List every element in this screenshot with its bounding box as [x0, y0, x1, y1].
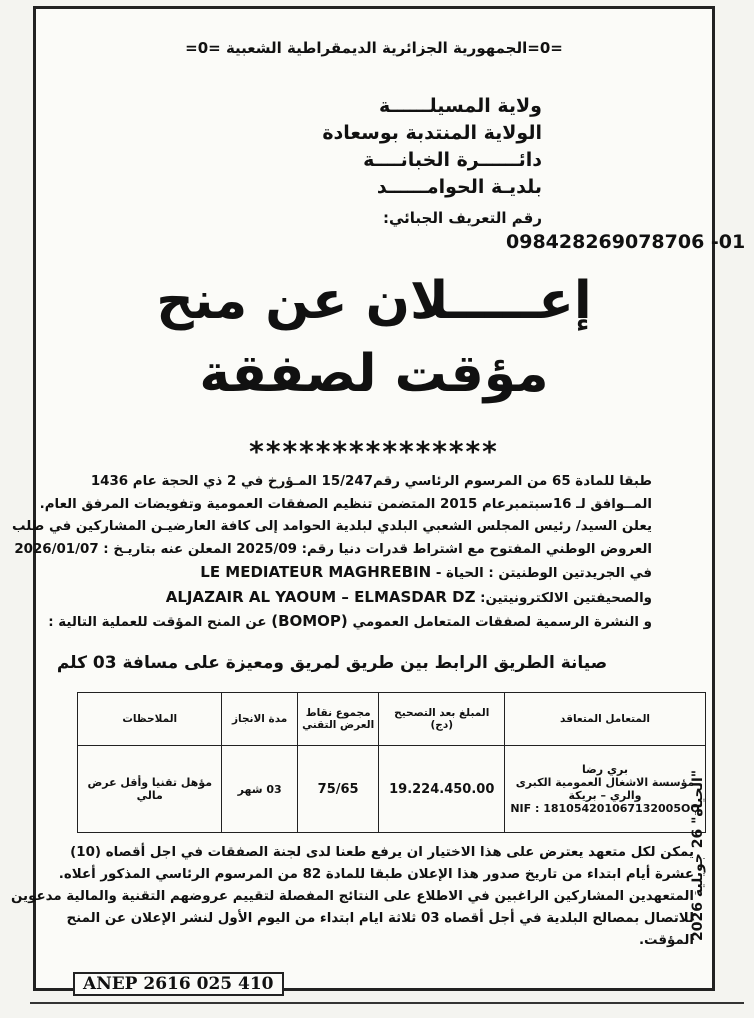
- footer-line: المؤقت.: [638, 933, 694, 948]
- header-score: مجموع نقاط العرض التقني: [297, 693, 379, 746]
- cell-score: 75/65: [297, 746, 379, 833]
- body-paragraph: يعلن السيد/ رئيس المجلس الشعبي البلدي لبلدية الحوامد إلى كافة العارضيـن المشاركين في طلب: [12, 519, 652, 534]
- bomop-label: و النشرة الرسمية لصفقات المتعامل العمومي: [352, 615, 652, 630]
- footer-line: للاتصال بمصالح البلدية في أجل أقصاه 03 ثلاثة ايام ابتداء من اليوم الأول لنشر الإعلان عن المنح: [66, 911, 694, 926]
- bottom-divider: [30, 1002, 744, 1004]
- admin-line: ولاية المسيلــــــة: [379, 95, 542, 117]
- header-bidder: المتعامل المتعاقد: [505, 693, 706, 746]
- header-notes: الملاحظات: [78, 693, 222, 746]
- administration-block: [322, 93, 542, 201]
- bomop-acronym: (BOMOP): [271, 612, 348, 630]
- admin-line: بلديـة الحوامــــــد: [376, 176, 542, 198]
- body-paragraph: المــوافق لـ 16سبتمبرعام 2015 المتضمن تنظيم الصفقات العمومية وتفويضات المرفق العام.: [39, 496, 652, 512]
- footer-line: المتعهدين المشاركين الراغبين في الاطلاع على النتائج المفصلة لتقييم عروضهم التقنية والمالية مدعوين: [10, 889, 694, 904]
- body-paragraph: طبقا للمادة 65 من المرسوم الرئاسي رقم15/247 المـؤرخ في 2 ذي الحجة عام 1436: [90, 474, 652, 489]
- e-newspaper-names: ALJAZAIR AL YAOUM – ELMASDAR DZ: [165, 587, 476, 606]
- newspaper-name: LE MEDIATEUR MAGHREBIN: [200, 563, 432, 581]
- separator-stars: ***************: [249, 435, 499, 468]
- newspapers-label: في الجريدتين الوطنيتن : الحياة -: [435, 566, 652, 581]
- newspaper-date-stamp: "الحياة" 26 جويلية 2026: [690, 769, 706, 941]
- fiscal-id-number: 098428269078706 -01: [506, 231, 746, 253]
- notice-body: [12, 471, 652, 635]
- award-table: [77, 692, 706, 833]
- republic-header: =0=الجمهورية الجزائرية الديمقراطية الشعبية =0=: [185, 39, 563, 57]
- bidder-name: بري رضا: [582, 763, 629, 776]
- cell-duration: 03 شهر: [222, 746, 297, 833]
- notice-title-line2: مؤقت لصفقة: [199, 344, 549, 404]
- notice-title-line1: إعـــــلان عن منح: [156, 271, 592, 331]
- appeal-notice: [10, 842, 694, 952]
- anep-reference: ANEP 2616 025 410: [73, 972, 284, 996]
- project-title: صيانة الطريق الرابط بين طريق لمريق ومعيزة على مسافة 03 كلم: [56, 653, 608, 673]
- body-paragraph: [12, 586, 652, 611]
- cell-amount: 19.224.450.00: [379, 746, 505, 833]
- table-header-row: [78, 693, 706, 746]
- cell-bidder: [505, 746, 706, 833]
- header-duration: مدة الانجاز: [222, 693, 297, 746]
- footer-line: عشرة أيام ابتداء من تاريخ صدور هذا الإعلان طبقا للمادة 82 من المرسوم الرئاسي المذكور أعلاه.: [58, 867, 694, 882]
- fiscal-id-label: رقم التعريف الجبائي:: [382, 209, 542, 227]
- table-row: [78, 746, 706, 833]
- admin-line: دائــــــرة الخبانــــة: [363, 149, 542, 171]
- body-paragraph: [12, 561, 652, 586]
- header-amount: المبلغ بعد التصحيح (دج): [379, 693, 505, 746]
- cell-notes: مؤهل تقنيا وأقل عرض مالي: [78, 746, 222, 833]
- award-label: عن المنح المؤقت للعملية التالية :: [48, 615, 267, 630]
- e-newspapers-label: والصحيفتين الالكترونيتين:: [480, 590, 652, 606]
- body-paragraph: العروض الوطني المفتوح مع اشتراط قدرات دنيا رقم: 2025/09 المعلن عنه بتاريـخ : 2026/01/07: [14, 541, 652, 557]
- bidder-company: مؤسسة الاشغال العمومية الكبرى والري – بريكة: [515, 776, 695, 802]
- footer-line: يمكن لكل متعهد يعترض على هذا الاختيار ان يرفع طعنا لدى لجنة الصفقات في اجل أقصاه (10): [70, 845, 694, 860]
- bidder-nif: NIF : 181054201067132005OO: [510, 802, 700, 815]
- body-paragraph: [12, 610, 652, 635]
- admin-line: الولاية المنتدبة بوسعادة: [322, 122, 542, 144]
